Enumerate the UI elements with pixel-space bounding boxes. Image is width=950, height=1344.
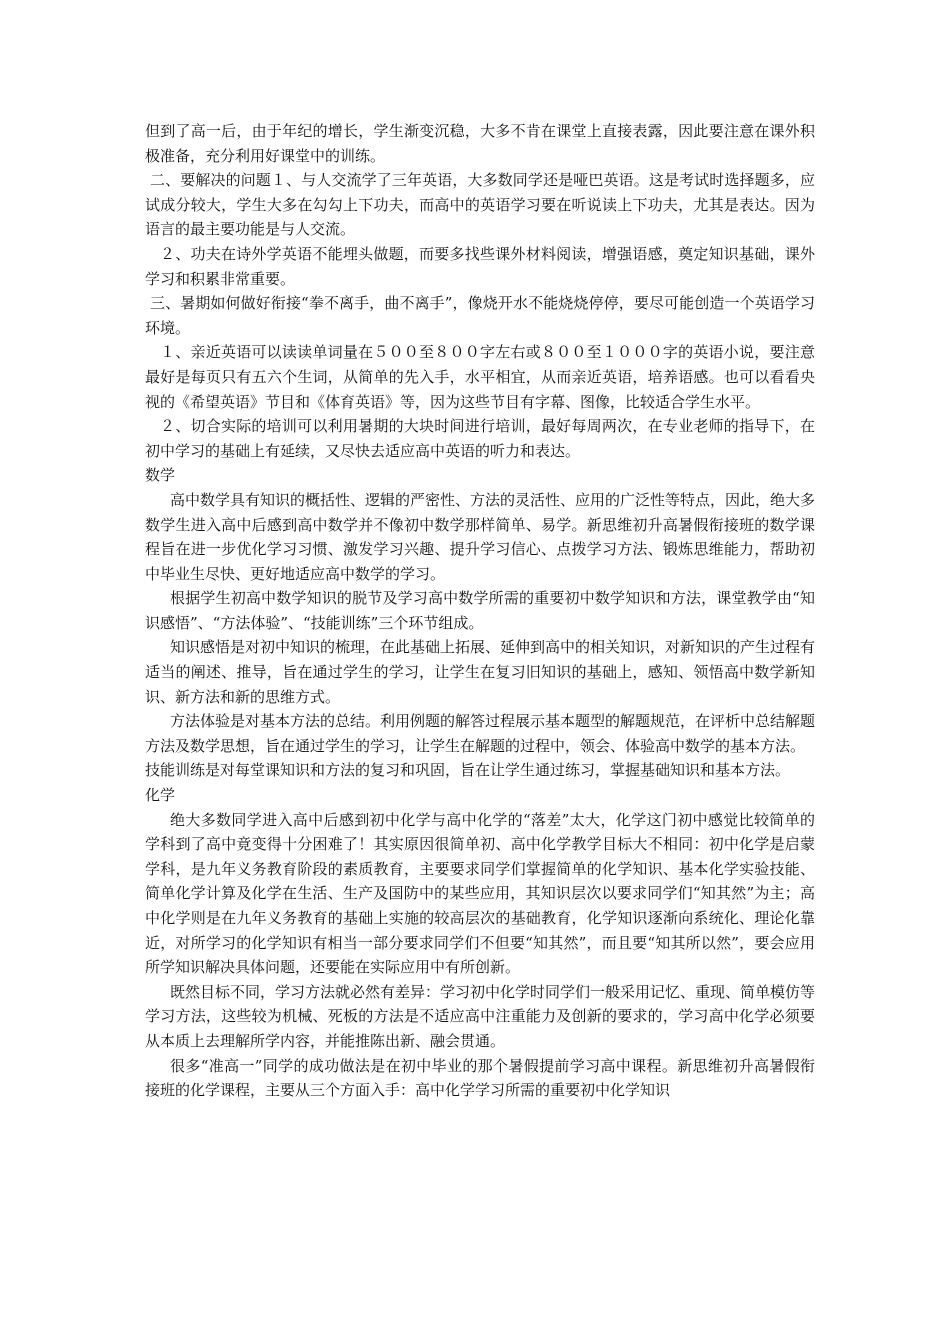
paragraph-english-problems: 二、要解决的问题１、与人交流学了三年英语，大多数同学还是哑巴英语。这是考试时选择题多，应试成分较大，学生大多在勾勾上下功夫，而高中的英语学习要在听说读上下功夫，尤其是表达。因为语言的最主要功能是与人交流。	[145, 171, 815, 239]
paragraph-chemistry-summer: 很多“准高一”同学的成功做法是在初中毕业的那个暑假提前学习高中课程。新思维初升高暑假衔接班的化学课程，主要从三个方面入手：高中化学学习所需的重要初中化学知识	[145, 1056, 815, 1100]
paragraph-english-training: ２、切合实际的培训可以利用暑期的大块时间进行培训，最好每周两次，在专业老师的指导下，在初中学习的基础上有延续，又尽快去适应高中英语的听力和表达。	[145, 417, 815, 460]
paragraph-math-skills: 技能训练是对每堂课知识和方法的复习和巩固，旨在让学生通过练习，掌握基础知识和基本方法。	[145, 761, 791, 780]
paragraph-english-reading: ２、功夫在诗外学英语不能埋头做题，而要多找些课外材料阅读，增强语感，奠定知识基础，课外学习和积累非常重要。	[145, 244, 815, 288]
paragraph-english-intro: 但到了高一后，由于年纪的增长，学生渐变沉稳，大多不肯在课堂上直接表露，因此要注意在课外积极准备，充分利用好课堂中的训练。	[145, 122, 815, 165]
paragraph-chemistry-method: 既然目标不同，学习方法就必然有差异：学习初中化学时同学们一般采用记忆、重现、简单模仿等学习方法，这些较为机械、死板的方法是不适应高中注重能力及创新的要求的，学习高中化学必须要从本质上去理解所学内容，并能推陈出新、融会贯通。	[145, 982, 816, 1050]
paragraph-math-knowledge: 知识感悟是对初中知识的梳理，在此基础上拓展、延伸到高中的相关知识，对新知识的产生过程有适当的阐述、推导，旨在通过学生的学习，让学生在复习旧知识的基础上，感知、领悟高中数学新知识、新方法和新的思维方式。	[145, 638, 816, 706]
paragraph-english-novels: １、亲近英语可以读读单词量在５００至８００字左右或８００至１０００字的英语小说，要注意最好是每页只有五六个生词，从简单的先入手，水平相宜，从而亲近英语，培养语感。也可以看看央视的《希望英语》节目和《体育英语》等，因为这些节目有字幕、图像，比较适合学生水平。	[145, 343, 815, 411]
paragraph-math-structure: 根据学生初高中数学知识的脱节及学习高中数学所需的重要初中数学知识和方法，课堂教学由“知识感悟”、“方法体验”、“技能训练”三个环节组成。	[145, 589, 815, 632]
paragraph-english-summer: 三、暑期如何做好衔接“拳不离手，曲不离手”，像烧开水不能烧烧停停，要尽可能创造一个英语学习环境。	[145, 294, 815, 337]
document-body	[145, 119, 815, 1103]
section-heading-chemistry: 化学	[145, 786, 176, 805]
paragraph-math-intro: 高中数学具有知识的概括性、逻辑的严密性、方法的灵活性、应用的广泛性等特点，因此，绝大多数学生进入高中后感到高中数学并不像初中数学那样简单、易学。新思维初升高暑假衔接班的数学课程旨在进一步优化学习习惯、激发学习兴趣、提升学习信心、点拨学习方法、锻炼思维能力，帮助初中毕业生尽快、更好地适应高中数学的学习。	[145, 490, 816, 583]
paragraph-math-method: 方法体验是对基本方法的总结。利用例题的解答过程展示基本题型的解题规范，在评析中总结解题方法及数学思想，旨在通过学生的学习，让学生在解题的过程中，领会、体验高中数学的基本方法。	[145, 712, 816, 755]
paragraph-chemistry-gap: 绝大多数同学进入高中后感到初中化学与高中化学的“落差”太大，化学这门初中感觉比较简单的学科到了高中竟变得十分困难了！其实原因很简单初、高中化学教学目标大不相同：初中化学是启蒙学科，是九年义务教育阶段的素质教育，主要要求同学们掌握简单的化学知识、基本化学实验技能、简单化学计算及化学在生活、生产及国防中的某些应用，其知识层次以要求同学们“知其然”为主；高中化学则是在九年义务教育的基础上实施的较高层次的基础教育，化学知识逐渐向系统化、理论化靠近，对所学习的化学知识有相当一部分要求同学们不但要“知其然”，而且要“知其所以然”，要会应用所学知识解决具体问题，还要能在实际应用中有所创新。	[145, 810, 815, 977]
section-heading-math: 数学	[145, 466, 176, 485]
